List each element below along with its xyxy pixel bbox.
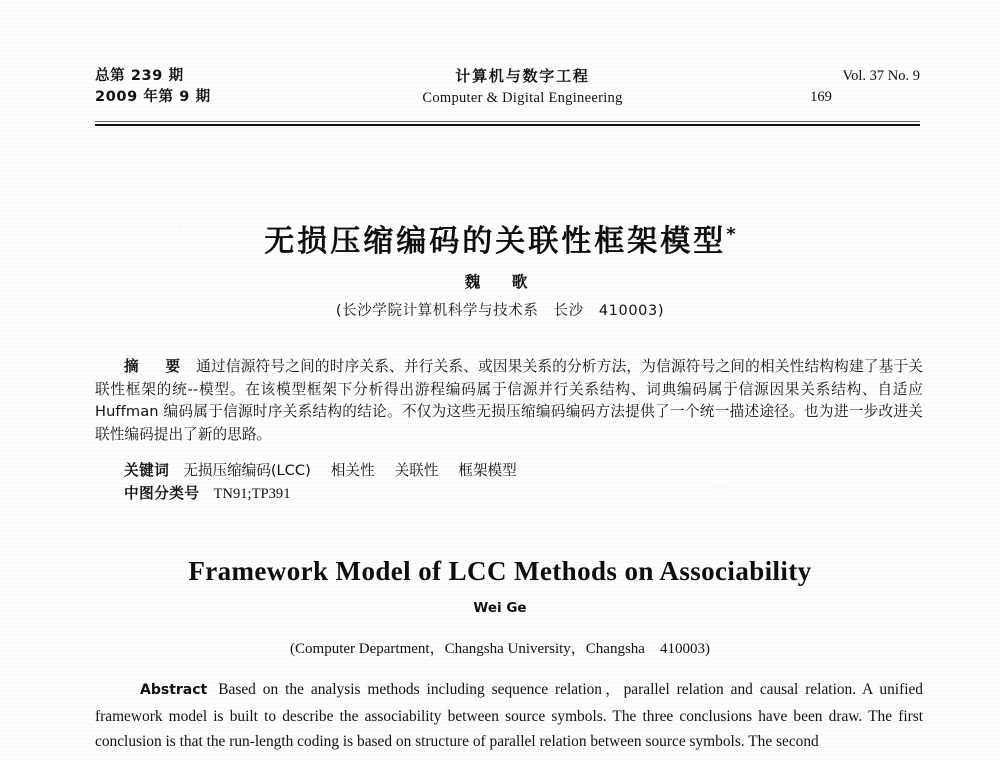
- article-title-chinese-text: 无损压缩编码的关联性框架模型: [264, 224, 727, 260]
- article-title-english: Framework Model of LCC Methods on Associability: [188, 556, 812, 587]
- abstract-body-english: Based on the analysis methods including sequence relation，parallel relation and causal relation. A unified framework model is built to describe the associability between source symbols. The three conclusions have been draw. The first conclusion is that the run-length coding is based on structure of parallel relation between source symbols. The second: [95, 681, 923, 750]
- header-rule-thick: [95, 124, 920, 126]
- keywords-label-chinese: 关键词: [124, 462, 170, 479]
- author-name-english: Wei Ge: [473, 600, 527, 616]
- abstract-chinese: [95, 356, 923, 446]
- header-rule-thin: [95, 121, 920, 122]
- clc-value: TN91;TP391: [213, 486, 291, 502]
- abstract-english: [95, 677, 923, 755]
- clc-number: [95, 482, 952, 503]
- author-affiliation-chinese: (长沙学院计算机科学与技术系 长沙 410003): [335, 303, 665, 319]
- abstract-body-chinese: 通过信源符号之间的时序关系、并行关系、或因果关系的分析方法，为信源符号之间的相关性结构构建了基于关联性框架的统--模型。在该模型框架下分析得出游程编码属于信源并行关系结构、词典编码属于信源因果关系结构、自适应 Huffman 编码属于信源时序关系结构的结论。不仅为这些无损压缩编码编码方法提供了一个统一描述途径。也为进一步改进关联性编码提出了新的思路。: [95, 358, 923, 443]
- header-double-rule: [95, 121, 920, 126]
- abstract-label-english: Abstract: [140, 682, 208, 698]
- keywords-list-chinese: [183, 462, 536, 479]
- keyword-item: 关联性: [394, 462, 439, 479]
- keyword-item: 框架模型: [458, 462, 517, 479]
- article-title-chinese: [0, 216, 1000, 260]
- running-head: [95, 66, 920, 109]
- issue-year-number: 2009 年第 9 期: [95, 89, 211, 106]
- running-head-right: [740, 66, 920, 108]
- author-name-chinese: 魏 歌: [464, 273, 536, 291]
- volume-issue: Vol. 37 No. 9: [842, 68, 920, 84]
- page-number: 169: [810, 89, 832, 106]
- keywords-chinese: [95, 459, 952, 482]
- abstract-label-chinese: 摘 要: [124, 358, 187, 375]
- journal-title-english: Computer & Digital Engineering: [422, 89, 623, 106]
- author-affiliation-english: (Computer Department，Changsha University，Changsha 410003): [290, 641, 710, 657]
- keyword-item: 相关性: [330, 462, 375, 479]
- running-head-left: [95, 66, 305, 108]
- clc-label: 中图分类号: [124, 485, 200, 502]
- journal-title-chinese: 计算机与数字工程: [455, 67, 590, 85]
- keyword-item: 无损压缩编码(LCC): [183, 462, 311, 479]
- running-head-center: [305, 66, 740, 109]
- title-footnote-marker: *: [726, 224, 736, 246]
- issue-serial-number: 总第 239 期: [95, 68, 184, 84]
